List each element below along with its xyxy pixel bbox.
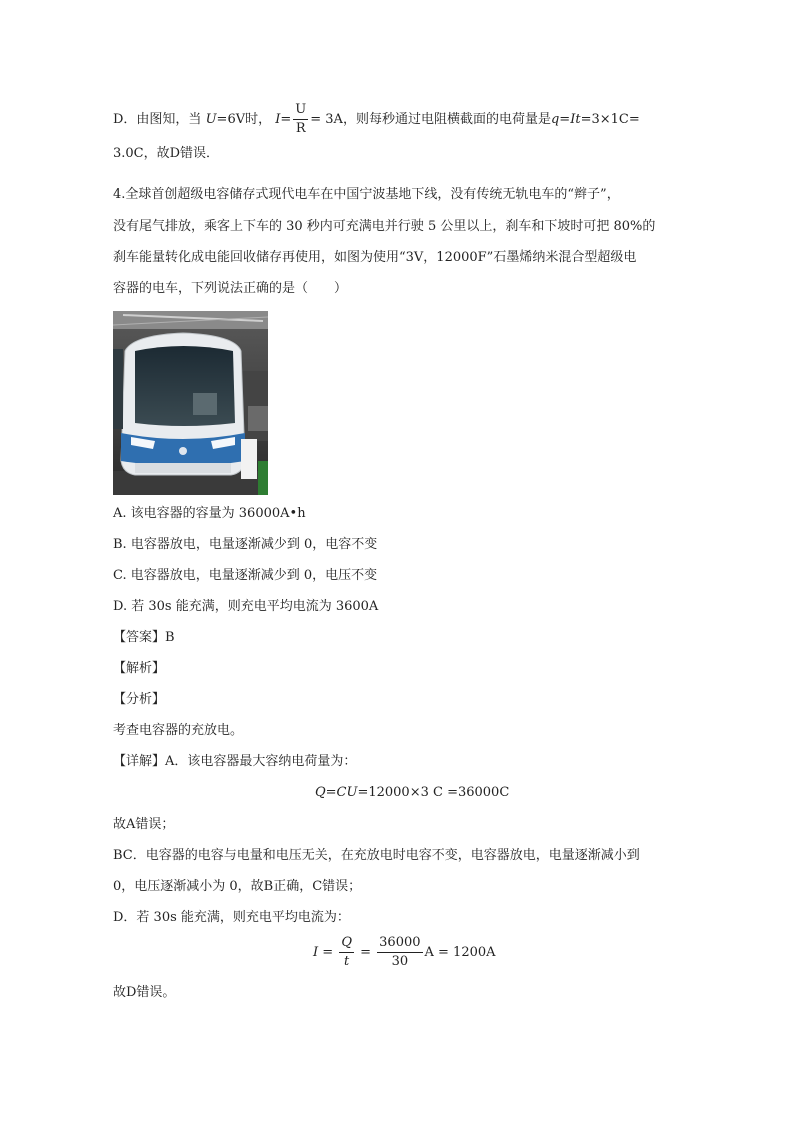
formula2-tail: A = 1200A — [424, 945, 496, 960]
bc-line-1: BC．电容器的电容与电量和电压无关，在充放电时电容不变，电容器放电，电量逐渐减小到 — [113, 848, 640, 863]
var-q: q — [550, 112, 560, 127]
text-q-eq: = — [559, 112, 571, 127]
detail-intro: 【详解】A．该电容器最大容纳电荷量为： — [113, 754, 357, 769]
text-mid: ，则每秒通过电阻横截面的电荷量是 — [342, 112, 551, 127]
text-prefix: D．由图知，当 — [113, 112, 202, 127]
var-u: U — [205, 112, 217, 127]
option-a: A. 该电容器的容量为 36000A•h — [113, 506, 306, 521]
text-eq3: = 3A — [310, 112, 343, 127]
question-line-4: 容器的电车，下列说法正确的是（ ） — [113, 281, 348, 296]
formula2-eq2: = — [355, 945, 376, 960]
prev-option-d-line2: 3.0C，故D错误． — [113, 146, 220, 161]
question-line-1: 4.全球首创超级电容储存式现代电车在中国宁波基地下线，没有传统无轨电车的“辫子”， — [113, 187, 620, 202]
formula-q-cu — [315, 785, 509, 800]
frac2-den: t — [344, 954, 350, 969]
text-eq: = — [280, 112, 292, 127]
bc-line-2: 0，电压逐渐减小为 0，故B正确，C错误； — [113, 879, 362, 894]
bus-photo — [113, 311, 268, 495]
var-it: It — [570, 112, 581, 127]
answer-label: 【答案】B — [113, 630, 175, 645]
formula1-rhs: =12000×3 C =36000C — [357, 785, 510, 800]
a-wrong: 故A错误； — [113, 817, 175, 832]
formula1-lhs: Q=CU — [315, 785, 358, 800]
frac2-num: Q — [339, 934, 354, 953]
text-q-tail: =3×1C= — [580, 112, 640, 127]
formula2-i: I — [313, 945, 319, 960]
frac-num: U — [293, 101, 308, 120]
fraction-q-over-t — [339, 934, 354, 971]
prev-option-d-line1 — [113, 101, 640, 138]
d-wrong: 故D错误。 — [113, 985, 176, 1000]
analysis-heading: 【解析】 — [113, 661, 166, 676]
option-d: D. 若 30s 能充满，则充电平均电流为 3600A — [113, 599, 379, 614]
formula2-eq: = — [318, 945, 338, 960]
fraction-u-over-r — [293, 101, 308, 138]
frac3-num: 36000 — [377, 934, 422, 953]
option-b: B. 电容器放电，电量逐渐减少到 0，电容不变 — [113, 537, 378, 552]
fenxi-heading: 【分析】 — [113, 692, 166, 707]
var-i: I — [275, 112, 281, 127]
text-u-val: =6V时， — [216, 112, 272, 127]
fenxi-text: 考查电容器的充放电。 — [113, 723, 244, 738]
formula-current — [313, 934, 496, 971]
frac3-den: 30 — [391, 954, 409, 969]
d-intro: D．若 30s 能充满，则充电平均电流为： — [113, 910, 350, 925]
question-line-3: 刹车能量转化成电能回收储存再使用，如图为使用“3V，12000F”石墨烯纳米混合型超级电 — [113, 250, 637, 265]
option-c: C. 电容器放电，电量逐渐减少到 0，电压不变 — [113, 568, 378, 583]
fraction-36000-over-30 — [377, 934, 422, 971]
frac-den: R — [295, 121, 306, 136]
bus-image-svg — [113, 311, 268, 495]
question-line-2: 没有尾气排放，乘客上下车的 30 秒内可充满电并行驶 5 公里以上，刹车和下坡时可把 80%的 — [113, 219, 656, 234]
